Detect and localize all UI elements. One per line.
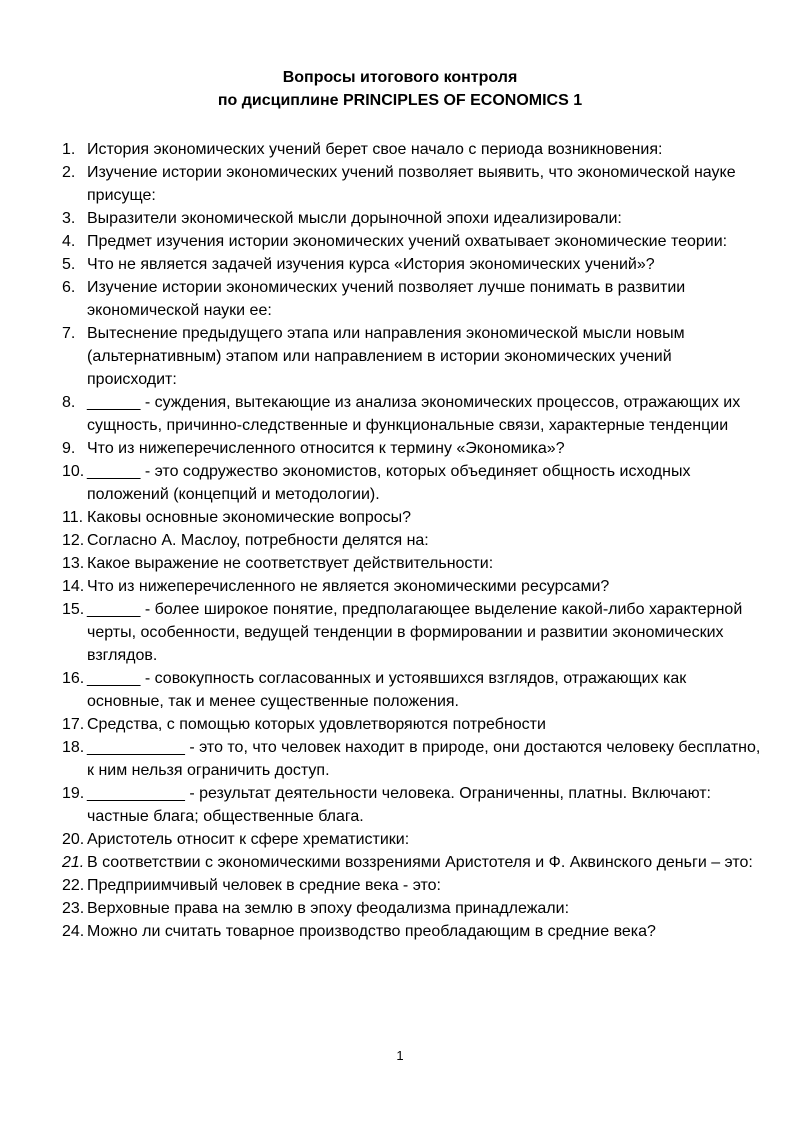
question-text: Верховные права на землю в эпоху феодализма принадлежали: (87, 900, 570, 917)
question-number: 3. (62, 210, 76, 227)
question-text: Предмет изучения истории экономических учений охватывает экономические теории: (87, 233, 728, 250)
question-text: ______ - более широкое понятие, предполагающее выделение какой-либо характерной черты, особенности, ведущей тенденции в формировании и развитии экономических взглядов. (87, 601, 743, 664)
question-text: Что из нижеперечисленного относится к термину «Экономика»? (87, 440, 565, 457)
question-item (62, 161, 762, 207)
question-item (62, 207, 762, 230)
question-item (62, 230, 762, 253)
document-title-line-2: по дисциплине PRINCIPLES OF ECONOMICS 1 (217, 92, 583, 109)
question-item (62, 460, 762, 506)
question-number: 1. (62, 141, 76, 158)
question-text: ___________ - это то, что человек находит в природе, они достаются человеку бесплатно, к ним нельзя ограничить доступ. (87, 739, 761, 779)
question-item (62, 851, 762, 874)
question-number: 6. (62, 279, 76, 296)
question-number: 12. (62, 532, 85, 549)
question-number: 21. (62, 854, 85, 871)
question-number: 17. (62, 716, 85, 733)
question-number: 15. (62, 601, 85, 618)
question-item (62, 874, 762, 897)
question-item (62, 276, 762, 322)
page-number: 1 (396, 1048, 404, 1063)
question-text: ______ - это содружество экономистов, которых объединяет общность исходных положений (концепций и методологии). (87, 463, 691, 503)
question-item (62, 529, 762, 552)
question-text: История экономических учений берет свое начало с периода возникновения: (87, 141, 663, 158)
question-item (62, 391, 762, 437)
question-number: 4. (62, 233, 76, 250)
question-item (62, 897, 762, 920)
question-text: Согласно А. Маслоу, потребности делятся на: (87, 532, 429, 549)
question-text: Что из нижеперечисленного не является экономическими ресурсами? (87, 578, 610, 595)
question-item (62, 322, 762, 391)
question-number: 14. (62, 578, 85, 595)
question-item (62, 575, 762, 598)
question-text: В соответствии с экономическими воззрениями Аристотеля и Ф. Аквинского деньги – это: (87, 854, 753, 871)
question-text: Средства, с помощью которых удовлетворяются потребности (87, 716, 546, 733)
question-item (62, 713, 762, 736)
question-text: Что не является задачей изучения курса «История экономических учений»? (87, 256, 655, 273)
question-text: Предприимчивый человек в средние века - это: (87, 877, 441, 894)
question-number: 19. (62, 785, 85, 802)
question-text: ______ - совокупность согласованных и устоявшихся взглядов, отражающих как основные, так и менее существенные положения. (87, 670, 687, 710)
question-item (62, 506, 762, 529)
question-text: Можно ли считать товарное производство преобладающим в средние века? (87, 923, 656, 940)
question-text: Каковы основные экономические вопросы? (87, 509, 412, 526)
question-number: 10. (62, 463, 85, 480)
question-text: Вытеснение предыдущего этапа или направления экономической мысли новым (альтернативным) этапом или направлением в истории экономических учений происходит: (87, 325, 685, 388)
question-item (62, 667, 762, 713)
question-item (62, 552, 762, 575)
question-number: 16. (62, 670, 85, 687)
question-list (62, 138, 762, 943)
question-number: 5. (62, 256, 76, 273)
document-title-line-1: Вопросы итогового контроля (282, 69, 518, 86)
question-text: Какое выражение не соответствует действительности: (87, 555, 494, 572)
question-item (62, 920, 762, 943)
question-number: 23. (62, 900, 85, 917)
question-number: 24. (62, 923, 85, 940)
question-number: 20. (62, 831, 85, 848)
question-text: Аристотель относит к сфере хрематистики: (87, 831, 410, 848)
question-number: 8. (62, 394, 76, 411)
question-item (62, 253, 762, 276)
question-text: ______ - суждения, вытекающие из анализа экономических процессов, отражающих их сущность, причинно-следственные и функциональные связи, характерные тенденции (87, 394, 741, 434)
question-number: 7. (62, 325, 76, 342)
question-text: Выразители экономической мысли дорыночной эпохи идеализировали: (87, 210, 622, 227)
question-number: 13. (62, 555, 85, 572)
question-item (62, 782, 762, 828)
question-item (62, 736, 762, 782)
question-text: ___________ - результат деятельности человека. Ограниченны, платны. Включают: частные блага; общественные блага. (87, 785, 711, 825)
question-item (62, 598, 762, 667)
question-number: 2. (62, 164, 76, 181)
question-text: Изучение истории экономических учений позволяет лучше понимать в развитии экономической науки ее: (87, 279, 686, 319)
question-number: 18. (62, 739, 85, 756)
question-number: 11. (62, 509, 84, 526)
question-item (62, 828, 762, 851)
question-number: 22. (62, 877, 85, 894)
question-number: 9. (62, 440, 76, 457)
question-item (62, 437, 762, 460)
question-item (62, 138, 762, 161)
question-text: Изучение истории экономических учений позволяет выявить, что экономической науке присуще: (87, 164, 736, 204)
